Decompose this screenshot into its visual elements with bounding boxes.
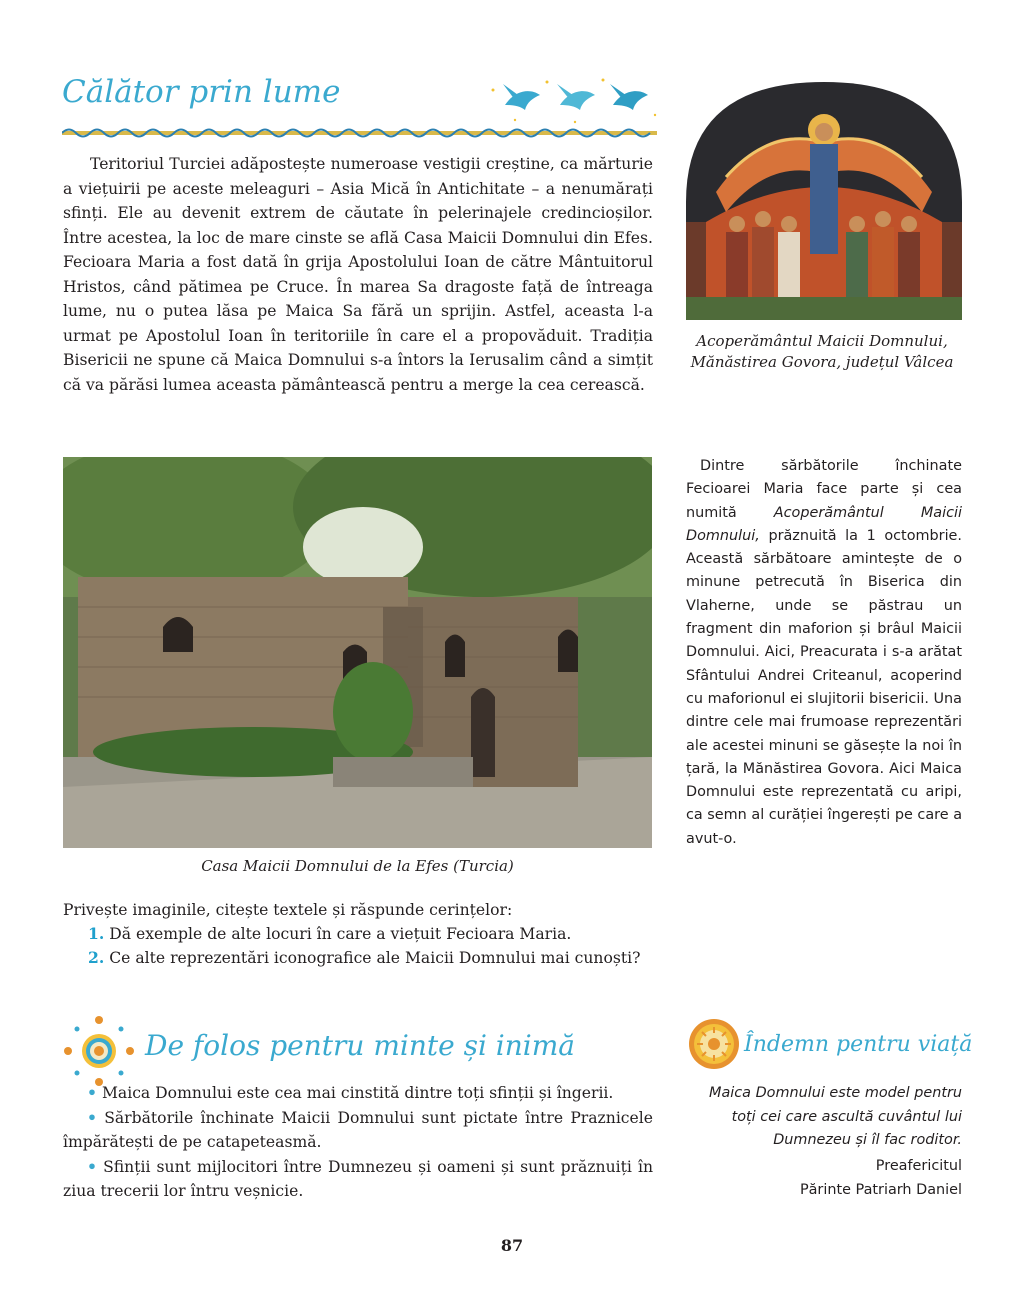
section-title-de-folos: De folos pentru minte și inimă [145, 1029, 575, 1062]
task-question-2-text: Ce alte reprezentări iconografice ale Maicii Domnului mai cunoști? [109, 949, 641, 967]
house-photo [63, 457, 652, 848]
bullet-item-1 [63, 1081, 653, 1106]
author-line-2: Părinte Patriarh Daniel [799, 1181, 962, 1198]
fresco-image [686, 82, 962, 320]
task-intro: Privește imaginile, citește textele și răspunde cerințelor: [63, 901, 513, 919]
bullets-list [63, 1081, 653, 1204]
fresco-caption-line1: Acoperământul Maicii Domnului, [696, 332, 948, 350]
side-text-part2: prăznuită la 1 octombrie. Această sărbătoare amintește de o minune petrecută în Biserica din Vlaherne, unde se păstrau un fragment din maforion și brâul Maicii Domnului. Aici, Preacurata i s-a arătat Sfântului Andrei Criteanul, acoperind cu maforionul ei slujitorii bisericii. Una dintre cele mai frumoase reprezentări ale acestei minuni se găsește la noi în țară, la Mănăstirea Govora. Aici Maica Domnului este reprezentată cu aripi, ca semn al curăției îngerești pe care a avut-o. [686, 527, 963, 847]
bullet-1-text: Maica Domnului este cea mai cinstită dintre toți sfinții și îngerii. [101, 1084, 614, 1102]
side-text [686, 455, 962, 851]
intro-paragraph: Teritoriul Turciei adăpostește numeroase vestigii creștine, ca mărturie a viețuirii pe aceste meleaguri – Asia Mică în Antichitate – a nenumărați sfinți. Ele au devenit extrem de căutate în pelerinajele credincioșilor. Între acestea, la loc de mare cinste se află Casa Maicii Domnului din Efes. Fecioara Maria a fost dată în grija Apostolului Ioan de către Mântuitorul Hristos, când pătimea pe Cruce. În marea Sa dragoste față de întreaga lume, nu o putea lăsa pe Maica Sa fără un sprijin. Astfel, aceasta l-a urmat pe Apostolul Ioan în teritoriile în care el a propovăduit. Tradiția Bisericii ne spune că Maica Domnului s-a întors la Ierusalim când a simțit că va părăsi lumea aceasta pământească pentru a merge la cea cerească. [63, 155, 653, 394]
bullet-3-text: Sfinții sunt mijlocitori între Dumnezeu și oameni și sunt prăznuiți în ziua trecerii lor întru veșnicie. [63, 1157, 653, 1200]
indemn-quote: Maica Domnului este model pentru toți cei care ascultă cuvântul lui Dumnezeu și îl fac roditor. [709, 1085, 962, 1148]
side-text-italic: Acoperământul Maicii Domnului, [686, 504, 963, 544]
section-title-indemn: Îndemn pentru viață [744, 1032, 973, 1057]
task-question-1-text: Dă exemple de alte locuri în care a viețuit Fecioara Maria. [109, 925, 572, 943]
bullet-2-text: Sărbătorile închinate Maicii Domnului sunt pictate între Praznicele împărătești de pe catapeteasmă. [63, 1108, 653, 1151]
indemn-author [686, 1155, 962, 1202]
bullet-1-symbol: • [87, 1083, 97, 1102]
fresco-caption-line2: Mănăstirea Govora, județul Vâlcea [690, 353, 954, 371]
fresco-caption [672, 331, 972, 373]
author-line-1: Preafericitul [875, 1158, 962, 1174]
bullet-3-symbol: • [87, 1156, 97, 1176]
bullet-2-symbol: • [87, 1107, 97, 1127]
task-question-2 [63, 946, 663, 970]
section-title-calator: Călător prin lume [62, 74, 341, 110]
task-question-1-number: 1. [88, 924, 105, 943]
task-block [63, 898, 663, 970]
task-question-1 [63, 922, 663, 946]
bullet-item-3 [63, 1155, 653, 1204]
side-text-part1: Dintre sărbătorile închinate Fecioarei Maria face parte și cea numită [686, 458, 962, 521]
mandala-icon [63, 1015, 135, 1087]
title-wave-border [62, 124, 657, 142]
sun-medallion-icon [688, 1018, 740, 1070]
house-photo-caption: Casa Maicii Domnului de la Efes (Turcia) [201, 857, 514, 875]
bullet-item-2 [63, 1106, 653, 1155]
task-question-2-number: 2. [88, 948, 105, 967]
birds-decoration [485, 70, 665, 130]
page-number: 87 [500, 1236, 524, 1255]
